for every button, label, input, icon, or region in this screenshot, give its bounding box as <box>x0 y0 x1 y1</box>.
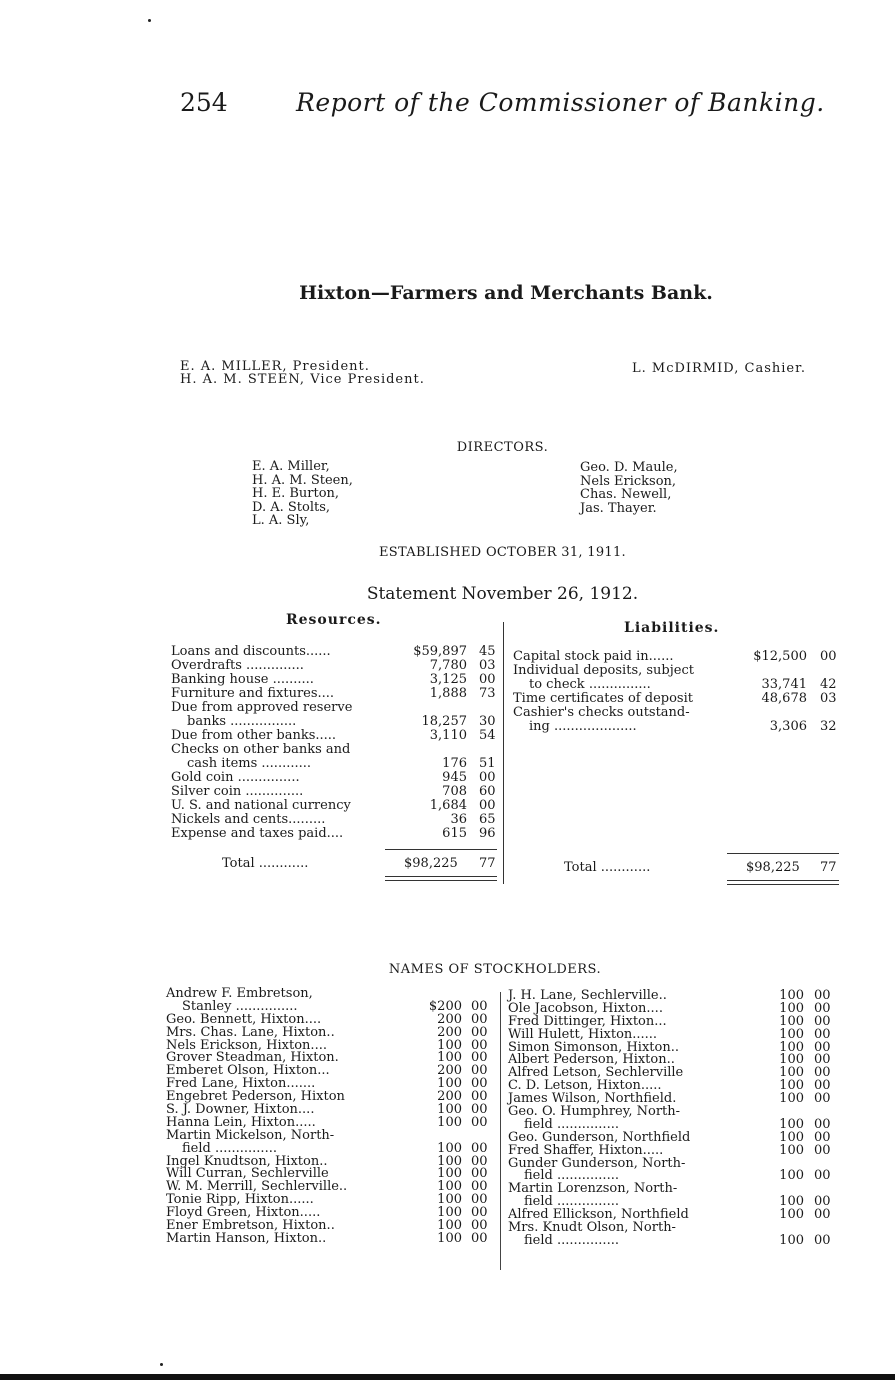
stockholder-row-label: C. D. Letson, Hixton..... <box>508 1078 662 1094</box>
liability-row-cents: 32 <box>820 719 837 734</box>
resource-row-label: Due from other banks..... <box>171 728 337 743</box>
liability-row <box>513 706 843 720</box>
stockholder-row-dollars: 100 <box>437 1192 462 1208</box>
established-line: ESTABLISHED OCTOBER 31, 1911. <box>379 545 626 560</box>
liability-row-label: ing .................... <box>529 719 637 734</box>
resource-row-label: Furniture and fixtures.... <box>171 686 335 701</box>
scan-speck <box>160 1363 163 1366</box>
stockholder-row-label: field ............... <box>182 1140 277 1156</box>
resource-row <box>171 743 501 757</box>
resource-row <box>171 757 501 771</box>
stockholder-row-label: Stanley ............... <box>182 998 298 1014</box>
running-title: Report of the Commissioner of Banking. <box>296 88 825 117</box>
directors-left-column <box>252 460 353 528</box>
stockholder-row-dollars: 100 <box>779 1129 804 1145</box>
resource-row <box>171 799 501 813</box>
stockholder-row-label: field ............... <box>524 1168 619 1184</box>
resources-double-rule <box>385 876 497 877</box>
stockholder-row-label: Hanna Lein, Hixton..... <box>166 1114 316 1130</box>
resource-row-dollars: 945 <box>442 770 467 785</box>
resource-row-label: Due from approved reserve <box>171 700 353 715</box>
stockholder-row-dollars: 100 <box>779 1207 804 1223</box>
stockholder-row-label: Ole Jacobson, Hixton.... <box>508 1000 663 1016</box>
stockholder-row-label: S. J. Downer, Hixton.... <box>166 1102 315 1118</box>
stockholder-row-cents: 00 <box>471 1024 488 1040</box>
liability-row-dollars: 3,306 <box>769 719 807 734</box>
resource-row-cents: 51 <box>479 756 496 771</box>
stockholder-row-cents: 00 <box>814 1039 831 1055</box>
president-line: E. A. MILLER, President. <box>180 359 370 374</box>
stockholder-row-cents: 00 <box>471 1011 488 1027</box>
statement-title: Statement November 26, 1912. <box>366 584 639 604</box>
resource-row-label: Loans and discounts...... <box>171 644 331 659</box>
liability-row-label: Cashier's checks outstand- <box>513 705 690 720</box>
resource-row-dollars: 1,888 <box>429 686 467 701</box>
stockholder-row-cents: 00 <box>814 1052 831 1068</box>
resource-row-cents: 65 <box>479 812 496 827</box>
stockholder-row-dollars: 100 <box>779 1168 804 1184</box>
stockholder-row-cents: 00 <box>814 988 831 1003</box>
cashier-line: L. McDIRMID, Cashier. <box>632 361 807 376</box>
stockholder-row-cents: 00 <box>814 1026 831 1042</box>
stockholder-row-cents: 00 <box>814 1078 831 1094</box>
resource-row <box>171 673 501 687</box>
stockholder-row <box>166 1230 496 1246</box>
director-name: H. A. M. Steen, <box>252 472 353 488</box>
stockholder-row-dollars: 100 <box>779 988 804 1003</box>
liability-row-label: Capital stock paid in...... <box>513 649 674 664</box>
resource-row-label: Nickels and cents......... <box>171 812 326 827</box>
stockholder-row-label: Fred Dittinger, Hixton... <box>508 1013 667 1029</box>
resource-row-label: banks ................ <box>187 714 297 729</box>
resource-row <box>171 827 501 841</box>
page-edge <box>0 1374 895 1380</box>
stockholder-row-dollars: 100 <box>437 1102 462 1118</box>
director-name: D. A. Stolts, <box>252 499 331 515</box>
resources-double-rule <box>385 880 497 881</box>
stockholder-row-dollars: 100 <box>779 1000 804 1016</box>
stockholder-row-dollars: 100 <box>779 1013 804 1029</box>
resources-heading: Resources. <box>286 612 382 628</box>
liabilities-total-label: Total ............ <box>564 860 651 875</box>
stockholder-row-dollars: 100 <box>779 1052 804 1068</box>
resource-row <box>171 687 501 701</box>
liability-row <box>513 692 843 706</box>
stockholder-row-label: Floyd Green, Hixton..... <box>166 1205 321 1221</box>
stockholder-row-label: Grover Steadman, Hixton. <box>166 1050 339 1066</box>
stockholder-row-cents: 00 <box>471 998 488 1014</box>
stockholder-row-dollars: 100 <box>437 1114 462 1130</box>
resources-ledger <box>171 645 501 841</box>
liability-row <box>513 720 843 734</box>
stockholder-row-label: W. M. Merrill, Sechlerville.. <box>166 1179 348 1195</box>
stockholder-row-label: Geo. O. Humphrey, North- <box>508 1104 681 1120</box>
stockholder-row-cents: 00 <box>471 1230 488 1246</box>
resource-row-label: Silver coin .............. <box>171 784 304 799</box>
liability-row-cents: 42 <box>820 677 837 692</box>
liability-row-dollars: $12,500 <box>753 649 807 664</box>
resources-total-rule <box>385 849 497 850</box>
liabilities-total-dollars: $98,225 <box>746 860 800 875</box>
stockholder-row-label: Ener Embretson, Hixton.. <box>166 1218 335 1234</box>
stockholder-row-label: Geo. Gunderson, Northfield <box>508 1129 691 1145</box>
resources-total-label: Total ............ <box>222 856 309 871</box>
stockholder-row-dollars: 100 <box>437 1037 462 1053</box>
director-name: Chas. Newell, <box>580 487 672 502</box>
stockholder-row-label: Will Curran, Sechlerville <box>166 1166 329 1182</box>
stockholder-row-cents: 00 <box>814 1232 831 1248</box>
resource-row-dollars: 7,780 <box>429 658 467 673</box>
directors-right-column <box>580 461 678 515</box>
stockholder-row-cents: 00 <box>471 1089 488 1105</box>
stockholder-row-dollars: 100 <box>437 1076 462 1092</box>
stockholder-row-cents: 00 <box>814 1207 831 1223</box>
resource-row <box>171 771 501 785</box>
stockholder-row-dollars: 100 <box>779 1194 804 1210</box>
resource-row-label: Checks on other banks and <box>171 742 351 757</box>
stockholder-row-cents: 00 <box>471 1166 488 1182</box>
stockholders-heading: NAMES OF STOCKHOLDERS. <box>388 962 602 977</box>
liabilities-double-rule <box>727 880 839 881</box>
resource-row <box>171 701 501 715</box>
director-name: L. A. Sly, <box>252 513 310 528</box>
stockholder-row-dollars: 100 <box>437 1050 462 1066</box>
vice-president-line: H. A. M. STEEN, Vice President. <box>180 372 425 387</box>
resource-row-dollars: 708 <box>442 784 467 799</box>
bank-title: Hixton—Farmers and Merchants Bank. <box>299 282 713 304</box>
stockholder-row-label: Martin Mickelson, North- <box>166 1127 335 1143</box>
resource-row-label: Gold coin ............... <box>171 770 300 785</box>
stockholder-row-label: Engebret Pederson, Hixton <box>166 1089 345 1105</box>
stockholder-row-dollars: 200 <box>437 1024 462 1040</box>
stockholders-divider <box>500 992 501 1270</box>
stockholder-row-label: Emberet Olson, Hixton... <box>166 1063 330 1079</box>
resource-row-dollars: 176 <box>442 756 467 771</box>
stockholder-row-label: Ingel Knudtson, Hixton.. <box>166 1153 328 1169</box>
liabilities-ledger <box>513 650 843 734</box>
resource-row-cents: 54 <box>479 728 496 743</box>
stockholder-row-dollars: 100 <box>779 1039 804 1055</box>
stockholder-row-cents: 00 <box>814 1116 831 1132</box>
resource-row-cents: 60 <box>479 784 496 799</box>
resource-row-cents: 00 <box>479 672 496 687</box>
director-name: E. A. Miller, <box>252 459 330 474</box>
liability-row <box>513 678 843 692</box>
liabilities-double-rule <box>727 884 839 885</box>
liabilities-heading: Liabilities. <box>624 620 720 636</box>
stockholder-row-label: Fred Shaffer, Hixton..... <box>508 1142 664 1158</box>
stockholder-row-cents: 00 <box>814 1142 831 1158</box>
resource-row-label: Overdrafts .............. <box>171 658 304 673</box>
stockholder-row-label: field ............... <box>524 1116 619 1132</box>
stockholder-row-label: Mrs. Chas. Lane, Hixton.. <box>166 1024 335 1040</box>
resource-row <box>171 659 501 673</box>
page-number: 254 <box>180 88 228 117</box>
stockholder-row-cents: 00 <box>471 1114 488 1130</box>
director-name: H. E. Burton, <box>252 486 340 501</box>
stockholders-left-column <box>166 988 496 1246</box>
stockholder-row-label: field ............... <box>524 1232 619 1248</box>
stockholder-row-label: Geo. Bennett, Hixton.... <box>166 1011 322 1027</box>
stockholder-row-cents: 00 <box>471 1140 488 1156</box>
stockholder-row-dollars: 100 <box>779 1026 804 1042</box>
stockholder-row-cents: 00 <box>471 1179 488 1195</box>
stockholder-row-dollars: 200 <box>437 1089 462 1105</box>
resource-row-cents: 03 <box>479 658 496 673</box>
stockholder-row-dollars: 100 <box>779 1232 804 1248</box>
stockholder-row-label: Simon Simonson, Hixton.. <box>508 1039 679 1055</box>
stockholder-row-cents: 00 <box>471 1037 488 1053</box>
stockholder-row-dollars: $200 <box>428 998 462 1014</box>
stockholder-row-label: Alfred Letson, Sechlerville <box>508 1065 684 1081</box>
resources-total-dollars: $98,225 <box>404 856 458 871</box>
stockholder-row-dollars: 100 <box>779 1116 804 1132</box>
stockholder-row-cents: 00 <box>471 1076 488 1092</box>
stockholder-row-dollars: 100 <box>779 1065 804 1081</box>
resource-row <box>171 785 501 799</box>
stockholder-row-label: Martin Hanson, Hixton.. <box>166 1230 327 1246</box>
stockholder-row-dollars: 100 <box>437 1218 462 1234</box>
stockholder-row-dollars: 100 <box>437 1179 462 1195</box>
stockholder-row-cents: 00 <box>471 1218 488 1234</box>
stockholder-row <box>508 1232 838 1248</box>
stockholder-row-cents: 00 <box>814 1168 831 1184</box>
stockholder-row-dollars: 100 <box>437 1140 462 1156</box>
resource-row-label: cash items ............ <box>187 756 312 771</box>
stockholder-row-label: Fred Lane, Hixton....... <box>166 1076 316 1092</box>
resource-row-label: U. S. and national currency <box>171 798 351 813</box>
stockholder-row-dollars: 100 <box>779 1078 804 1094</box>
liability-row-dollars: 33,741 <box>761 677 807 692</box>
resource-row-label: Banking house .......... <box>171 672 314 687</box>
stockholder-row-dollars: 100 <box>437 1205 462 1221</box>
stockholder-row-cents: 00 <box>814 1194 831 1210</box>
liability-row-cents: 03 <box>820 691 837 706</box>
stockholder-row-label: Mrs. Knudt Olson, North- <box>508 1220 676 1236</box>
resource-row-dollars: 1,684 <box>429 798 467 813</box>
stockholder-row-dollars: 200 <box>437 1063 462 1079</box>
resource-row <box>171 729 501 743</box>
resource-row-dollars: 615 <box>442 826 467 841</box>
stockholder-row-label: Andrew F. Embretson, <box>166 986 313 1001</box>
stockholder-row-dollars: 200 <box>437 1011 462 1027</box>
stockholder-row-dollars: 100 <box>437 1153 462 1169</box>
resource-row <box>171 645 501 659</box>
stockholder-row-cents: 00 <box>471 1153 488 1169</box>
stockholder-row-dollars: 100 <box>779 1142 804 1158</box>
liabilities-total-cents: 77 <box>820 860 837 875</box>
stockholder-row-dollars: 100 <box>779 1091 804 1107</box>
stockholder-row-cents: 00 <box>814 1013 831 1029</box>
stockholder-row-label: field ............... <box>524 1194 619 1210</box>
liability-row-label: Time certificates of deposit <box>513 691 693 706</box>
stockholder-row-cents: 00 <box>814 1091 831 1107</box>
stockholder-row-label: James Wilson, Northfield. <box>508 1091 677 1107</box>
director-name: Nels Erickson, <box>580 473 677 489</box>
stockholder-row-cents: 00 <box>471 1205 488 1221</box>
stockholder-row-cents: 00 <box>471 1102 488 1118</box>
resource-row-dollars: 18,257 <box>421 714 467 729</box>
resource-row-cents: 30 <box>479 714 496 729</box>
liability-row <box>513 650 843 664</box>
resource-row-cents: 73 <box>479 686 496 701</box>
stockholder-row-label: Nels Erickson, Hixton.... <box>166 1037 327 1053</box>
stockholder-row-dollars: 100 <box>437 1166 462 1182</box>
stockholder-row-label: Will Hulett, Hixton...... <box>508 1026 658 1042</box>
director-name: Geo. D. Maule, <box>580 460 678 475</box>
stockholder-row-label: J. H. Lane, Sechlerville.. <box>508 988 667 1003</box>
resource-row <box>171 813 501 827</box>
liability-row-cents: 00 <box>820 649 837 664</box>
liabilities-total-rule <box>727 853 839 854</box>
officers-block <box>180 360 425 386</box>
director-name: Jas. Thayer. <box>580 500 657 516</box>
resources-total-cents: 77 <box>479 856 496 871</box>
liability-row <box>513 664 843 678</box>
scan-speck <box>148 19 151 22</box>
stockholder-row-cents: 00 <box>814 1065 831 1081</box>
stockholder-row-cents: 00 <box>814 1129 831 1145</box>
resource-row-dollars: 3,110 <box>429 728 467 743</box>
stockholder-row-dollars: 100 <box>437 1230 462 1246</box>
resource-row-cents: 96 <box>479 826 496 841</box>
liability-row-dollars: 48,678 <box>761 691 807 706</box>
liability-row-label: Individual deposits, subject <box>513 663 694 678</box>
resource-row <box>171 715 501 729</box>
directors-heading: DIRECTORS. <box>456 440 549 455</box>
stockholder-row-label: Tonie Ripp, Hixton...... <box>166 1192 314 1208</box>
stockholder-row-cents: 00 <box>471 1192 488 1208</box>
resource-row-cents: 45 <box>479 644 496 659</box>
resource-row-label: Expense and taxes paid.... <box>171 826 344 841</box>
stockholders-right-column <box>508 990 838 1248</box>
statement-divider <box>503 622 504 884</box>
stockholder-row-cents: 00 <box>471 1050 488 1066</box>
stockholder-row-label: Martin Lorenzson, North- <box>508 1181 678 1197</box>
stockholder-row-label: Alfred Ellickson, Northfield <box>508 1207 689 1223</box>
resource-row-dollars: 36 <box>450 812 467 827</box>
liability-row-label: to check ............... <box>529 677 651 692</box>
stockholder-row-cents: 00 <box>471 1063 488 1079</box>
resource-row-dollars: 3,125 <box>429 672 467 687</box>
stockholder-row-cents: 00 <box>814 1000 831 1016</box>
resource-row-cents: 00 <box>479 798 496 813</box>
stockholder-row-label: Albert Pederson, Hixton.. <box>508 1052 675 1068</box>
resource-row-cents: 00 <box>479 770 496 785</box>
resource-row-dollars: $59,897 <box>413 644 467 659</box>
stockholder-row-label: Gunder Gunderson, North- <box>508 1155 686 1171</box>
